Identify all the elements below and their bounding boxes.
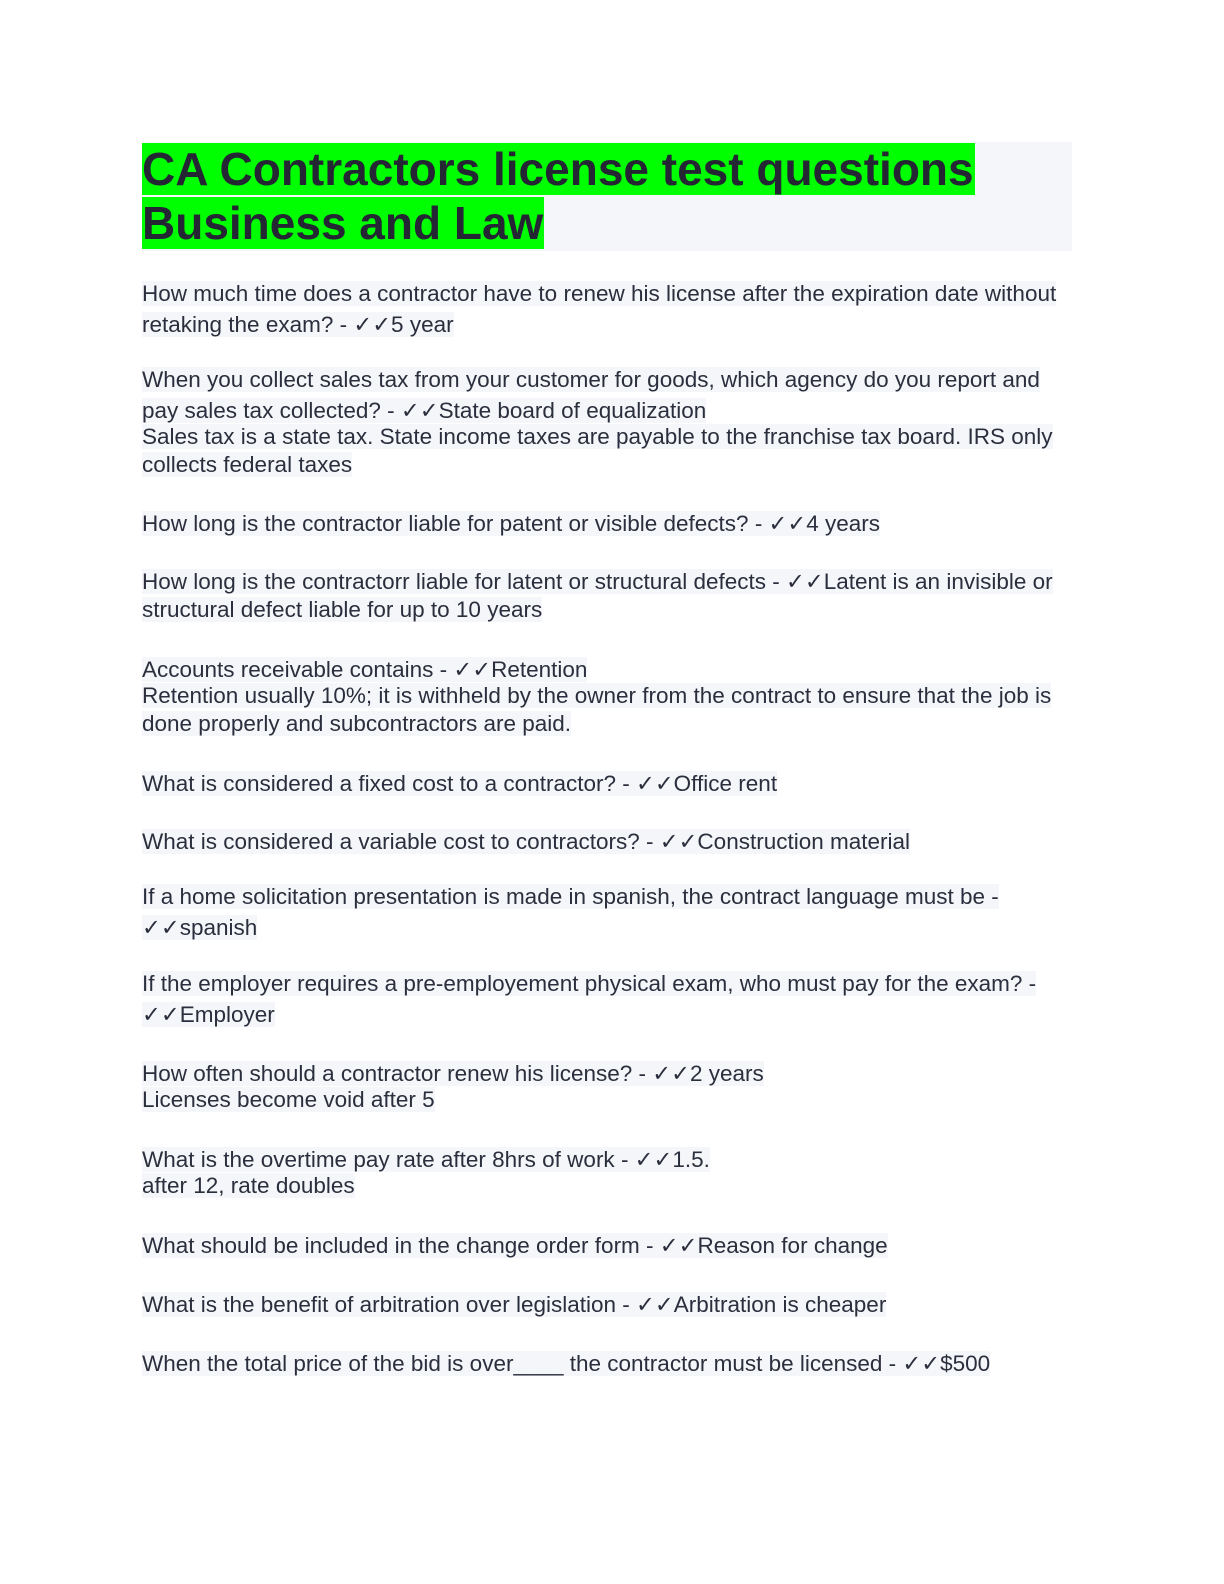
qa-item-4 — [142, 568, 1072, 624]
qa-item-12 — [142, 1230, 1072, 1261]
title-block — [142, 142, 1072, 251]
question-text: What is considered a fixed cost to a contractor? - ✓✓Office rent — [142, 771, 778, 796]
title-line-2: Business and Law — [142, 197, 544, 249]
qa-item-10 — [142, 1058, 1072, 1114]
explanation-text: after 12, rate doubles — [142, 1173, 355, 1198]
note-wrapper — [142, 423, 1072, 479]
note-wrapper — [142, 1172, 1072, 1200]
qa-item-7 — [142, 826, 1072, 857]
qa-item-11 — [142, 1144, 1072, 1200]
question-text: What should be included in the change order form - ✓✓Reason for change — [142, 1233, 888, 1258]
qa-item-8 — [142, 881, 1072, 943]
question-text: When you collect sales tax from your customer for goods, which agency do you report and pay sales tax collected? - ✓✓State board of equalization — [142, 367, 1040, 423]
question-text: How much time does a contractor have to renew his license after the expiration date without retaking the exam? - ✓✓5 year — [142, 281, 1057, 337]
qa-item-3 — [142, 508, 1072, 539]
question-text: Accounts receivable contains - ✓✓Retention — [142, 657, 588, 682]
question-text: When the total price of the bid is over____ the contractor must be licensed - ✓✓$500 — [142, 1351, 991, 1376]
qa-item-13 — [142, 1289, 1072, 1320]
question-text: How long is the contractorr liable for latent or structural defects - ✓✓Latent is an invisible or structural defect liable for up to 10 years — [142, 569, 1053, 622]
question-text: If a home solicitation presentation is made in spanish, the contract language must be - ✓✓spanish — [142, 884, 999, 940]
explanation-text: Retention usually 10%; it is withheld by the owner from the contract to ensure that the job is done properly and subcontractors are paid. — [142, 683, 1052, 736]
qa-item-9 — [142, 968, 1072, 1030]
qa-item-5 — [142, 654, 1072, 738]
question-text: What is the overtime pay rate after 8hrs of work - ✓✓1.5. — [142, 1147, 710, 1172]
explanation-text: Licenses become void after 5 — [142, 1087, 435, 1112]
question-text: If the employer requires a pre-employement physical exam, who must pay for the exam? - ✓✓Employer — [142, 971, 1037, 1027]
qa-item-14 — [142, 1348, 1072, 1379]
question-text: How often should a contractor renew his license? - ✓✓2 years — [142, 1061, 764, 1086]
question-text: How long is the contractor liable for patent or visible defects? - ✓✓4 years — [142, 511, 881, 536]
note-wrapper — [142, 682, 1072, 738]
document-title — [142, 142, 1072, 250]
qa-item-2 — [142, 364, 1072, 479]
question-text: What is considered a variable cost to contractors? - ✓✓Construction material — [142, 829, 911, 854]
explanation-text: Sales tax is a state tax. State income taxes are payable to the franchise tax board. IRS only collects federal taxes — [142, 424, 1053, 477]
qa-item-1 — [142, 278, 1072, 340]
question-text: What is the benefit of arbitration over legislation - ✓✓Arbitration is cheaper — [142, 1292, 887, 1317]
qa-item-6 — [142, 768, 1072, 799]
title-line-1: CA Contractors license test questions — [142, 143, 974, 195]
note-wrapper — [142, 1086, 1072, 1114]
